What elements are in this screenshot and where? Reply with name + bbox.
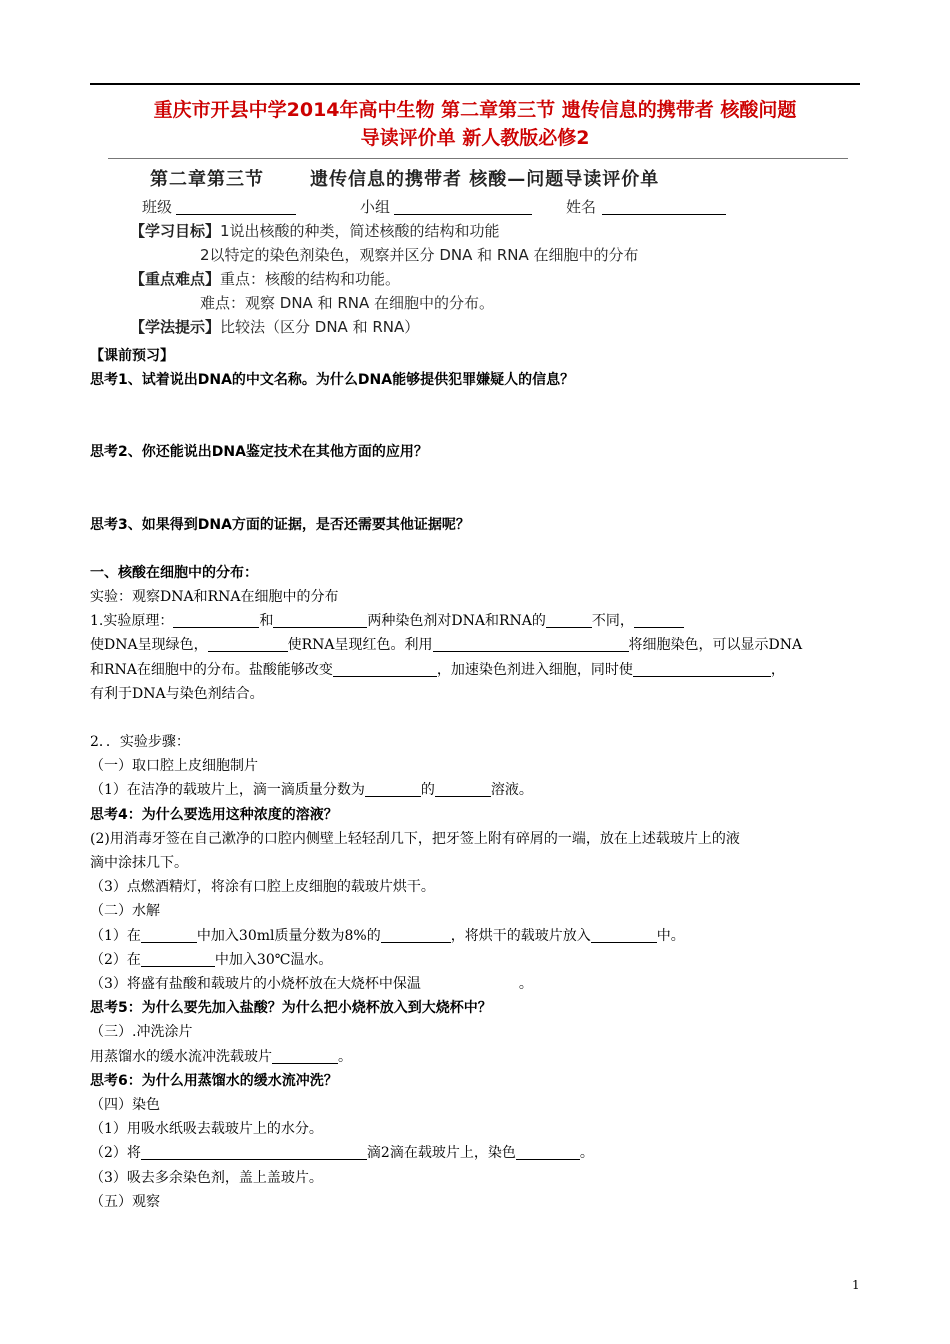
- step-5: （五）观察: [90, 1193, 160, 1210]
- step-4-1: （1）用吸水纸吸去载玻片上的水分。: [90, 1121, 323, 1138]
- name-label: 姓名: [566, 198, 597, 216]
- think-4: 思考4：为什么要选用这种浓度的溶液？: [90, 806, 338, 823]
- goal-line-2: 2以特定的染色剂染色，观察并区分 DNA 和 RNA 在细胞中的分布: [200, 246, 639, 264]
- worksheet-body: [90, 344, 870, 1214]
- blank: [381, 926, 451, 943]
- blank: [141, 926, 197, 943]
- step-1-3: （3）点燃酒精灯，将涂有口腔上皮细胞的载玻片烘干。: [90, 879, 435, 896]
- blank: [173, 611, 259, 628]
- think-2: 思考2、你还能说出DNA鉴定技术在其他方面的应用？: [90, 444, 428, 461]
- experiment-title: 实验：观察DNA和RNA在细胞中的分布: [90, 589, 339, 606]
- blank: [208, 635, 288, 652]
- step-1-2b: 滴中涂抹几下。: [90, 855, 188, 872]
- step-2-3: （3）将盛有盐酸和载玻片的小烧杯放在大烧杯中保温 。: [90, 976, 533, 993]
- principle-line-3: 和RNA在细胞中的分布。盐酸能够改变 ，加速染色剂进入细胞，同时使 ，: [90, 661, 785, 678]
- step-2-2: （2）在 中加入30℃温水。: [90, 951, 333, 968]
- class-label: 班级: [142, 198, 173, 216]
- blank: [365, 780, 421, 797]
- think-3: 思考3、如果得到DNA方面的证据，是否还需要其他证据呢？: [90, 516, 470, 533]
- student-info-row: [142, 196, 842, 220]
- key-line: 【重点难点】重点：核酸的结构和功能。: [130, 270, 401, 288]
- step-3-1: 用蒸馏水的缓水流冲洗载玻片 。: [90, 1048, 352, 1065]
- section-1-heading: 一、核酸在细胞中的分布：: [90, 564, 258, 581]
- method-line: 【学法提示】比较法（区分 DNA 和 RNA）: [130, 318, 420, 336]
- blank: [141, 950, 215, 967]
- title-line-1: 重庆市开县中学2014年高中生物 第二章第三节 遗传信息的携带者 核酸问题: [153, 99, 797, 121]
- principle-line-2: 使DNA呈现绿色， 使RNA呈现红色。利用 将细胞染色，可以显示DNA: [90, 637, 803, 654]
- top-rule: [90, 83, 860, 85]
- blank: [433, 635, 629, 652]
- step-2-1: （1）在 中加入30ml质量分数为8%的 ，将烘干的载玻片放入 中。: [90, 927, 685, 944]
- step-3: （三）.冲洗涂片: [90, 1024, 193, 1041]
- worksheet-header: [100, 162, 860, 342]
- step-4-2: （2）将 滴2滴在载玻片上，染色 。: [90, 1145, 594, 1162]
- document-title: [90, 96, 860, 152]
- name-blank: [602, 214, 726, 215]
- blank: [546, 611, 592, 628]
- think-5: 思考5：为什么要先加入盐酸？为什么把小烧杯放入到大烧杯中？: [90, 1000, 492, 1017]
- step-2: （二）水解: [90, 903, 160, 920]
- class-blank: [176, 214, 296, 215]
- preview-heading: 【课前预习】: [90, 348, 174, 364]
- worksheet-title: 第二章第三节 遗传信息的携带者 核酸—问题导读评价单: [150, 169, 660, 190]
- step-1-1: （1）在洁净的载玻片上，滴一滴质量分数为 的 溶液。: [90, 782, 533, 799]
- blank: [634, 611, 684, 628]
- blank: [591, 926, 657, 943]
- title-line-2: 导读评价单 新人教版必修2: [360, 127, 590, 149]
- group-label: 小组: [360, 198, 391, 216]
- steps-heading: 2．．实验步骤：: [90, 734, 190, 751]
- section-rule: [108, 158, 848, 159]
- group-blank: [394, 214, 532, 215]
- hard-line: 难点：观察 DNA 和 RNA 在细胞中的分布。: [200, 294, 495, 312]
- blank: [333, 660, 437, 677]
- think-6: 思考6：为什么用蒸馏水的缓水流冲洗？: [90, 1072, 338, 1089]
- think-1: 思考1、试着说出DNA的中文名称。为什么DNA能够提供犯罪嫌疑人的信息？: [90, 372, 575, 389]
- blank: [633, 660, 771, 677]
- blank: [272, 1047, 338, 1064]
- blank: [435, 780, 491, 797]
- step-1: （一）取口腔上皮细胞制片: [90, 758, 258, 775]
- step-4-3: （3）吸去多余染色剂，盖上盖玻片。: [90, 1169, 323, 1186]
- blank: [141, 1143, 367, 1160]
- step-1-2a: (2)用消毒牙签在自己漱净的口腔内侧壁上轻轻刮几下，把牙签上附有碎屑的一端，放在上述载玻片上的液: [90, 830, 740, 847]
- page-number: 1: [852, 1278, 860, 1292]
- step-4: （四）染色: [90, 1097, 160, 1114]
- blank: [273, 611, 367, 628]
- principle-line-1: 1.实验原理： 和 两种染色剂对DNA和RNA的 不同，: [90, 609, 870, 633]
- blank: [516, 1143, 580, 1160]
- goal-line-1: 【学习目标】1说出核酸的种类，简述核酸的结构和功能: [130, 222, 500, 240]
- principle-line-4: 有利于DNA与染色剂结合。: [90, 685, 264, 702]
